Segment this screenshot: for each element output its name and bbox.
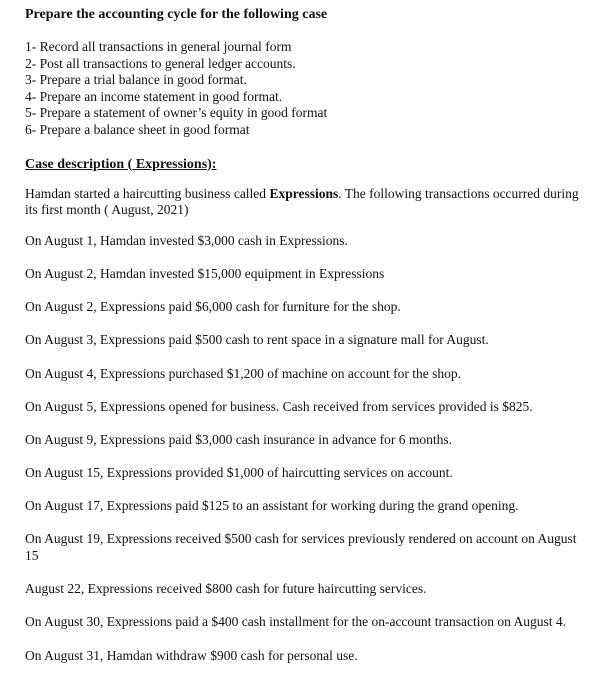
transaction-item: On August 2, Expressions paid $6,000 cash for furniture for the shop. <box>25 299 401 315</box>
task-item: 4- Prepare an income statement in good format. <box>25 88 283 104</box>
task-item: 1- Record all transactions in general journal form <box>25 39 292 54</box>
transaction-list <box>25 233 585 664</box>
task-item: 2- Post all transactions to general ledger accounts. <box>25 55 296 71</box>
business-name: Expressions <box>269 185 339 201</box>
transaction-item: On August 2, Hamdan invested $15,000 equipment in Expressions <box>25 265 385 281</box>
page-title: Prepare the accounting cycle for the following case <box>25 7 328 22</box>
transaction-item: On August 3, Expressions paid $500 cash to rent space in a signature mall for August. <box>25 332 489 348</box>
task-item: 5- Prepare a statement of owner’s equity in good format <box>25 105 328 121</box>
intro-text: Hamdan started a haircutting business called <box>25 185 270 201</box>
transaction-item: On August 5, Expressions opened for business. Cash received from services provided is $825. <box>25 398 533 414</box>
case-intro <box>25 186 585 219</box>
task-item: 3- Prepare a trial balance in good format. <box>25 72 247 88</box>
transaction-item: On August 1, Hamdan invested $3,000 cash in Expressions. <box>25 232 348 248</box>
transaction-item: On August 4, Expressions purchased $1,200 of machine on account for the shop. <box>25 365 462 381</box>
transaction-item: On August 15, Expressions provided $1,000 of haircutting services on account. <box>25 465 453 481</box>
transaction-item: On August 31, Hamdan withdraw $900 cash for personal use. <box>25 647 358 663</box>
transaction-item: August 22, Expressions received $800 cash for future haircutting services. <box>25 581 427 597</box>
intro-text: . The following transactions occurred during its first month ( August, 2021) <box>25 185 579 218</box>
case-heading: Case description ( Expressions): <box>25 156 217 172</box>
transaction-item: On August 9, Expressions paid $3,000 cash insurance in advance for 6 months. <box>25 431 453 447</box>
transaction-item: On August 30, Expressions paid a $400 cash installment for the on-account transaction on August 4. <box>25 614 567 630</box>
transaction-item: On August 17, Expressions paid $125 to an assistant for working during the grand opening. <box>25 498 519 514</box>
transaction-item: On August 19, Expressions received $500 cash for services previously rendered on account on August 15 <box>25 531 577 564</box>
task-item: 6- Prepare a balance sheet in good format <box>25 121 250 137</box>
document-page <box>25 6 585 681</box>
task-list <box>25 39 585 139</box>
